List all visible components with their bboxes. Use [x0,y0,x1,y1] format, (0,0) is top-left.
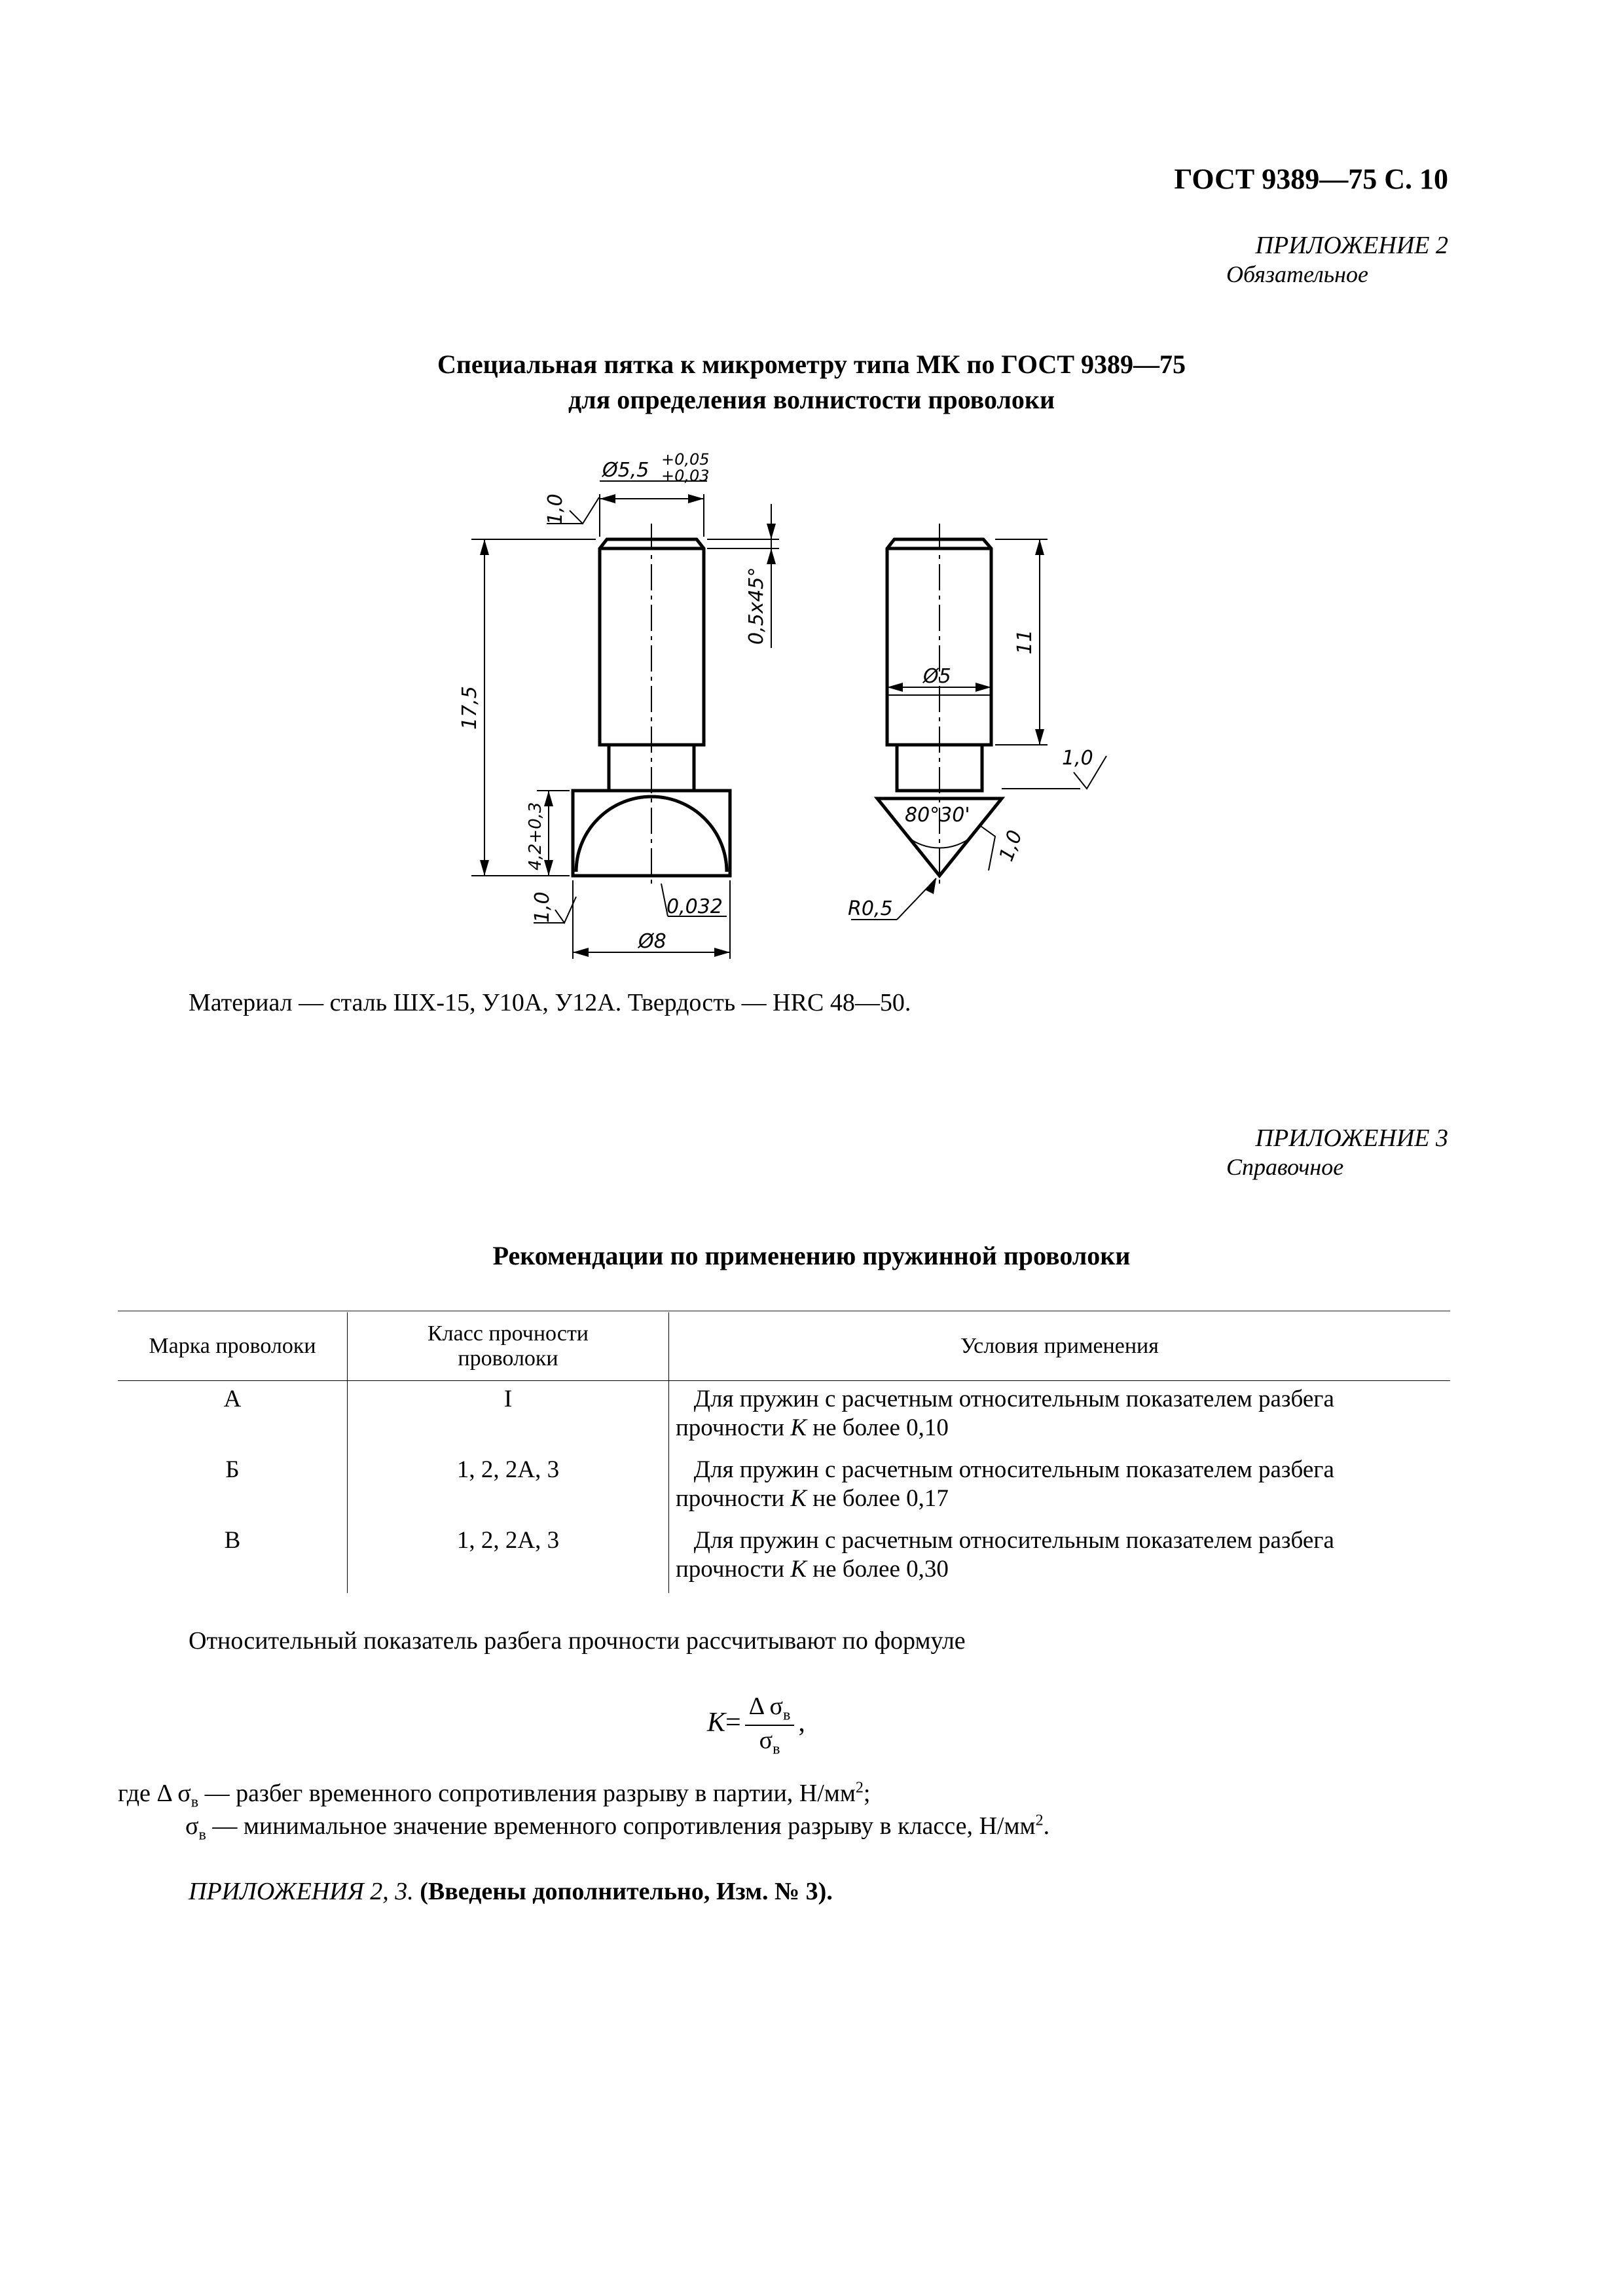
roughness-label-3: 1,0 [1062,747,1093,770]
dim-angle: 80°30' [905,804,970,827]
table-header-row [118,1312,1450,1381]
roughness-label-1: 1,0 [544,493,567,525]
formula-numerator: Δ σ [748,1693,784,1720]
table-top-rule [118,1310,1450,1312]
table-row [118,1452,1450,1522]
formula-tail: , [798,1708,805,1738]
drawing-title-line2: для определения волнистости проволоки [568,385,1055,414]
recommendations-table [118,1312,1450,1593]
formula-num-sub: в [783,1706,791,1724]
dim-height-head: 4,2+0,3 [526,802,545,870]
cell-grade: Б [118,1452,348,1522]
formula [707,1692,805,1758]
dim-chamfer: 0,5x45° [745,567,768,645]
formula-lhs: K [707,1708,726,1738]
dim-dia-5: Ø5 [923,665,951,688]
where-line-1: где Δ $\sigma_в$ — разбег временного сопротивления разрыву в партии, $Н/мм^2$; [118,1779,871,1811]
cell-conditions: Для пружин с расчетным относительным показателем разбега прочности K не более 0,17 [676,1456,1334,1512]
col-header-class-line1: Класс прочности [427,1321,589,1346]
col-header-conditions: Условия применения [669,1312,1451,1381]
footer-bold: (Введены дополнительно, Изм. № 3). [413,1878,833,1905]
appendix3-status: Справочное [1226,1154,1344,1180]
dim-dia-top: Ø5,5 [602,459,649,482]
technical-drawing [426,432,1159,975]
cell-grade: В [118,1522,348,1593]
appendix3-label: ПРИЛОЖЕНИЕ 3 [1255,1124,1448,1152]
dim-dia-top-upper: +0,05 [661,450,710,469]
cell-class: I [348,1381,669,1452]
appendix2-label: ПРИЛОЖЕНИЕ 2 [1255,232,1448,259]
appendix2-status: Обязательное [1226,261,1368,287]
formula-intro: Относительный показатель разбега прочности рассчитывают по формуле [189,1627,966,1655]
dim-dia-head: Ø8 [638,930,666,953]
formula-fraction [745,1692,795,1758]
where-line-2: $\sigma_в$ — минимальное значение временного сопротивления разрыву в классе, $Н/мм^2$. [185,1812,1050,1844]
table-row [118,1381,1450,1452]
col-header-class-line2: проволоки [458,1346,558,1371]
col-header-class [348,1312,669,1381]
page-header: ГОСТ 9389—75 С. 10 [1174,163,1448,195]
cell-grade: А [118,1381,348,1452]
material-text: Материал — сталь ШХ-15, У10А, У12А. Твердость — HRC 48—50. [189,989,911,1016]
formula-denominator: σ [759,1726,773,1754]
formula-den-sub: в [773,1740,780,1758]
formula-eq: = [725,1708,741,1738]
dim-height-total: 17,5 [458,686,481,730]
roughness-label-4: 1,0 [994,827,1027,865]
footer-note [189,1877,833,1906]
drawing-title-line1: Специальная пятка к микрометру типа МК по ГОСТ 9389—75 [437,350,1186,379]
cell-class: 1, 2, 2А, 3 [348,1452,669,1522]
cell-conditions: Для пружин с расчетным относительным показателем разбега прочности K не более 0,30 [676,1527,1334,1583]
cell-conditions: Для пружин с расчетным относительным показателем разбега прочности K не более 0,10 [676,1386,1334,1441]
col-header-grade: Марка проволоки [118,1312,348,1381]
dim-length-11: 11 [1013,629,1036,655]
cell-class: 1, 2, 2А, 3 [348,1522,669,1593]
footer-italic: ПРИЛОЖЕНИЯ 2, 3. [189,1878,414,1905]
table-row [118,1522,1450,1593]
dim-radius: R0,5 [848,897,893,920]
dim-dia-top-lower: +0,03 [661,467,710,485]
table-title: Рекомендации по применению пружинной проволоки [492,1241,1131,1270]
flatness-label: 0,032 [666,895,723,918]
roughness-label-2: 1,0 [531,891,554,923]
